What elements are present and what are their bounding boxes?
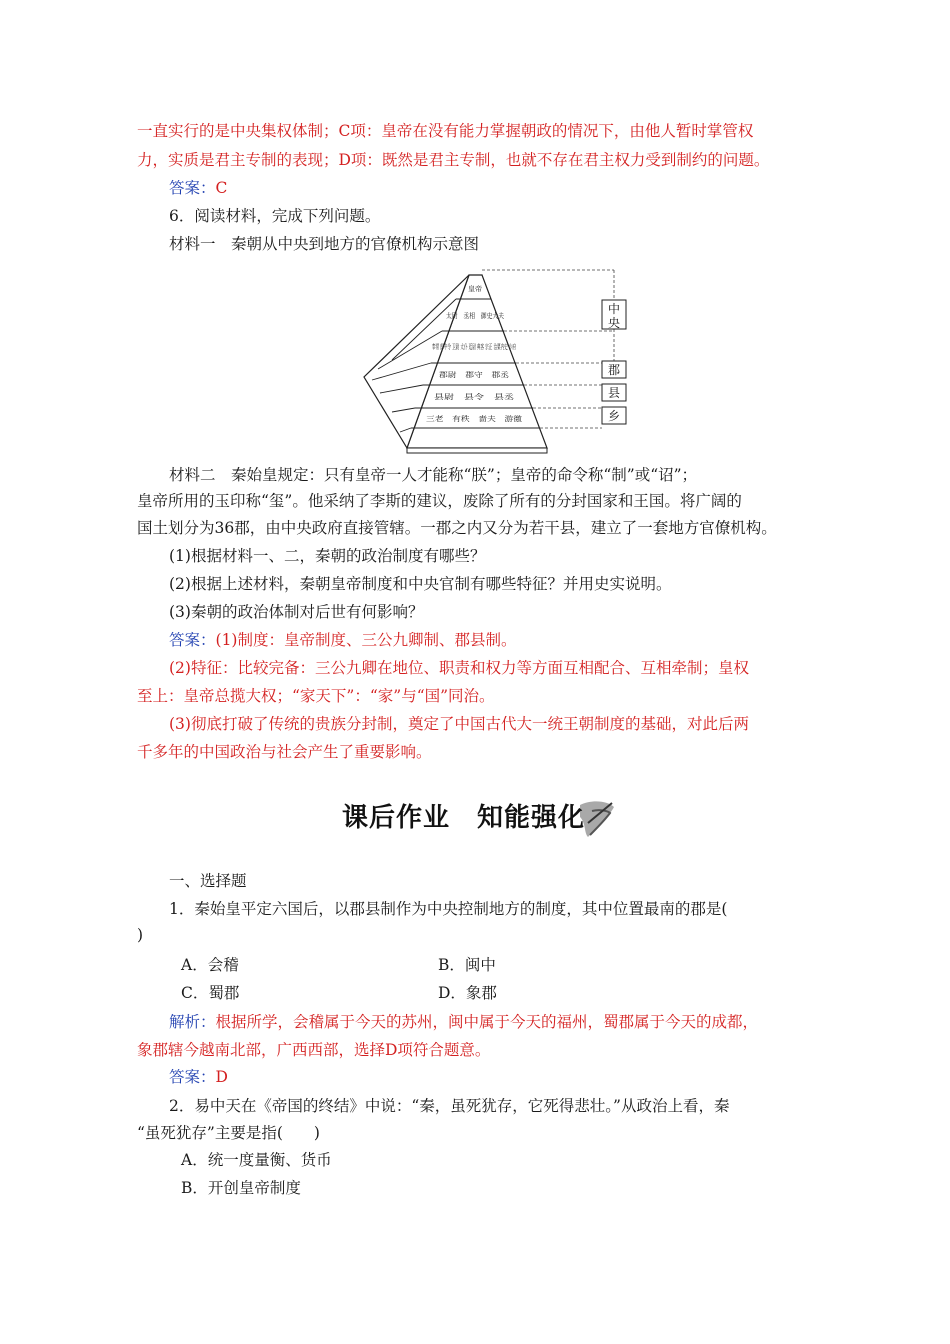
tier-commandery-label: 郡尉 郡守 郡丞	[439, 371, 495, 379]
section-heading: 一、选择题	[169, 872, 247, 890]
option-b[interactable]: B．开创皇帝制度	[181, 1179, 301, 1197]
answer-line: 千多年的中国政治与社会产生了重要影响。	[137, 743, 432, 761]
level-county-label: 县	[607, 386, 621, 400]
question-6: 6．阅读材料，完成下列问题。	[169, 207, 381, 225]
sub-question-3: (3)秦朝的政治体制对后世有何影响？	[169, 603, 424, 621]
answer-label: 答案：	[169, 1068, 216, 1086]
answer-line	[169, 1067, 849, 1087]
question-2: 2．易中天在《帝国的终结》中说：“秦，虽死犹存，它死得悲壮。”从政治上看，秦	[169, 1097, 730, 1115]
explanation-line: 象郡辖今越南北部，广西西部，选择D项符合题意。	[137, 1041, 491, 1059]
answer-line	[169, 630, 849, 650]
question-1: 1．秦始皇平定六国后，以郡县制作为中央控制地方的制度，其中位置最南的郡是(	[169, 900, 728, 918]
answer-label: 答案：	[169, 179, 216, 197]
qin-bureaucracy-pyramid-diagram	[362, 265, 632, 460]
level-commandery-label: 郡	[607, 363, 621, 377]
answer-value: C	[215, 179, 228, 197]
option-a[interactable]: A．会稽	[181, 956, 239, 974]
answer-label: 答案：	[169, 631, 216, 649]
explanation-text: 根据所学，会稽属于今天的苏州，闽中属于今天的福州，蜀郡属于今天的成都，	[215, 1013, 759, 1031]
explanation-line: 力，实质是君主专制的表现；D项：既然是君主专制，也就不存在君主权力受到制约的问题。	[137, 151, 770, 169]
answer-line: 至上：皇帝总揽大权；“家天下”：“家”与“国”同治。	[137, 687, 495, 705]
level-central-label: 中央	[607, 302, 621, 330]
explanation-line: 一直实行的是中央集权体制；C项：皇帝在没有能力掌握朝政的情况下，由他人暂时掌管权	[137, 122, 754, 140]
banner-title: 课后作业 知能强化	[342, 803, 586, 833]
tier-township-label: 三老 有秩 啬夫 游徼	[426, 415, 503, 423]
answer-value: (1)制度：皇帝制度、三公九卿制、郡县制。	[215, 631, 517, 649]
answer-line: (2)特征：比较完备：三公九卿在地位、职责和权力等方面互相配合、互相牵制；皇权	[169, 659, 749, 677]
section-banner	[330, 793, 620, 849]
material-two-line: 国土划分为36郡，由中央政府直接管辖。一郡之内又分为若干县，建立了一套地方官僚机构。	[137, 519, 777, 537]
level-township-label: 乡	[607, 409, 621, 423]
option-a[interactable]: A．统一度量衡、货币	[181, 1151, 332, 1169]
sub-question-1: (1)根据材料一、二，秦朝的政治制度有哪些？	[169, 547, 486, 565]
tier-three-ministers-label: 太尉 丞相 御史大夫	[446, 312, 516, 320]
material-one-title: 材料一 秦朝从中央到地方的官僚机构示意图	[169, 235, 480, 253]
option-c[interactable]: C．蜀郡	[181, 984, 240, 1002]
answer-line: (3)彻底打破了传统的贵族分封制，奠定了中国古代大一统王朝制度的基础，对此后两	[169, 715, 749, 733]
option-d[interactable]: D．象郡	[438, 984, 497, 1002]
tier-county-label: 县尉 县令 县丞	[434, 393, 490, 401]
answer-value: D	[215, 1068, 228, 1086]
sub-question-2: (2)根据上述材料，秦朝皇帝制度和中央官制有哪些特征？并用史实说明。	[169, 575, 672, 593]
question-1-continued: )	[137, 926, 144, 944]
option-b[interactable]: B．闽中	[438, 956, 496, 974]
material-two-line: 材料二 秦始皇规定：只有皇帝一人才能称“朕”；皇帝的命令称“制”或“诏”；	[169, 466, 698, 484]
answer-line	[169, 178, 849, 198]
material-two-line: 皇帝所用的玉印称“玺”。他采纳了李斯的建议，废除了所有的分封国家和王国。将广阔的	[137, 492, 742, 510]
tier-emperor-label: 皇帝	[468, 285, 482, 293]
explanation-label: 解析：	[169, 1013, 216, 1031]
question-2-continued: “虽死犹存”主要是指( )	[137, 1124, 320, 1142]
tier-nine-ministers-label: 奉常 郎中令 卫尉 太仆 廷尉 典客 宗正 治粟内史 少府	[432, 343, 597, 351]
explanation-line	[169, 1012, 849, 1032]
